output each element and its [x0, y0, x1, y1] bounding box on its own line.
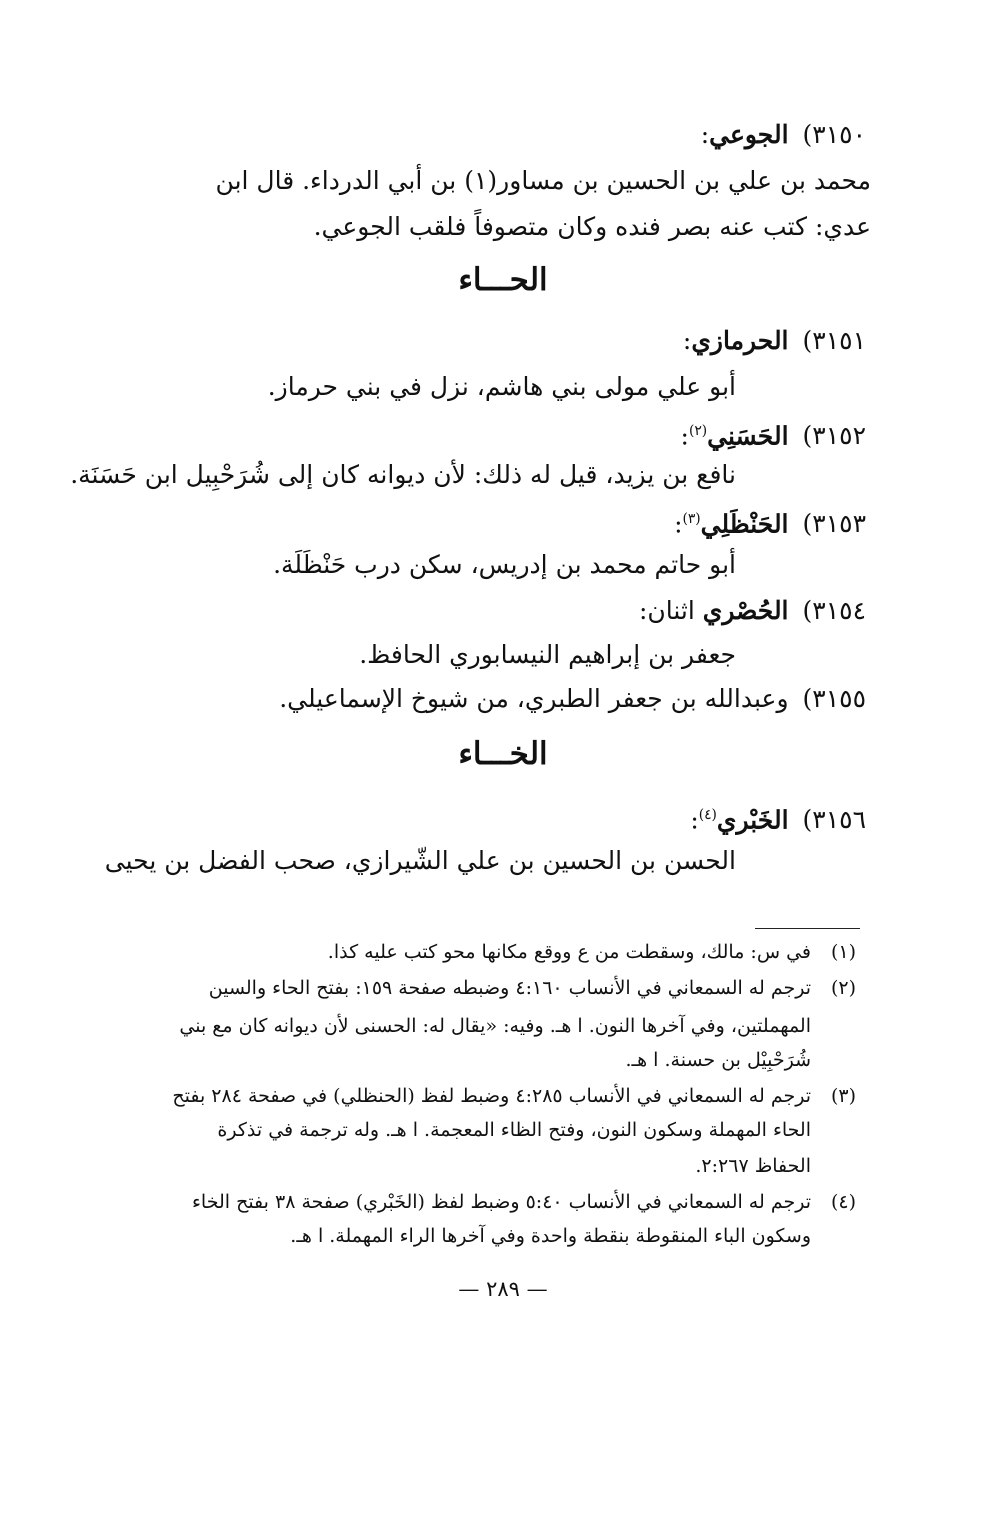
- entry-header-3154: [639, 594, 866, 628]
- footnote-ref: (٣): [682, 511, 701, 527]
- footnote-line: شُرَحْبِيْل بن حسنة. ا هـ.: [625, 1049, 811, 1071]
- entry-term: الخَبْري: [716, 805, 789, 835]
- entry-suffix: :: [680, 421, 689, 451]
- entry-number: ٣١٥٥): [802, 684, 866, 713]
- footnote-number: (٤): [830, 1191, 856, 1213]
- entry-text-line: جعفر بن إبراهيم النيسابوري الحافظ.: [359, 640, 736, 669]
- footnote-line: الحاء المهملة وسكون النون، وفتح الظاء المعجمة. ا هـ. وله ترجمة في تذكرة: [217, 1119, 811, 1141]
- footnote-number: (١): [830, 941, 856, 963]
- entry-suffix: اثنان:: [638, 596, 703, 625]
- entry-number: ٣١٥٢): [802, 421, 866, 451]
- entry-term: الحرمازي: [691, 326, 789, 355]
- entry-number: ٣١٥١): [802, 326, 866, 355]
- entry-number: ٣١٥٣): [802, 509, 866, 539]
- entry-number: ٣١٥٤): [802, 596, 866, 625]
- entry-suffix: :: [682, 326, 692, 355]
- footnote-ref: (٢): [688, 423, 708, 439]
- footnote-ref: (٤): [698, 807, 717, 823]
- entry-suffix: وعبدالله بن جعفر الطبري، من شيوخ الإسماعيلي.: [279, 684, 789, 713]
- entry-text-line: أبو علي مولى بني هاشم، نزل في بني حرماز.: [267, 372, 736, 401]
- entry-header-3153: [674, 502, 866, 541]
- entry-text-line: عدي: كتب عنه بصر فنده وكان متصوفاً فلقب الجوعي.: [313, 212, 871, 241]
- entry-suffix: :: [700, 120, 710, 149]
- footnote-line: وسكون الباء المنقوطة بنقطة واحدة وفي آخرها الراء المهملة. ا هـ.: [290, 1225, 811, 1247]
- footnote-number: (٣): [830, 1085, 856, 1107]
- footnote-line: ترجم له السمعاني في الأنساب ٤:٢٨٥ وضبط لفظ (الحنظلي) في صفحة ٢٨٤ بفتح: [172, 1085, 811, 1107]
- entry-term: الجوعي: [709, 120, 789, 149]
- entry-header-3152: [681, 414, 866, 453]
- entry-text-line: الحسن بن الحسين بن علي الشّيرازي، صحب الفضل بن يحيى: [104, 846, 736, 875]
- entry-text-line: أبو حاتم محمد بن إدريس، سكن درب حَنْظَلَة.: [273, 550, 736, 579]
- entry-suffix: :: [690, 805, 699, 835]
- entry-term: الحَنْظَلِي: [700, 509, 789, 539]
- footnote-line: ترجم له السمعاني في الأنساب ٥:٤٠ وضبط لفظ (الخَبْري) صفحة ٣٨ بفتح الخاء: [191, 1191, 811, 1213]
- entry-number: ٣١٥٦): [802, 805, 866, 835]
- entry-header-3151: [683, 324, 866, 358]
- entry-suffix: :: [674, 509, 683, 539]
- footnote-number: (٢): [830, 977, 856, 999]
- entry-number: ٣١٥٠): [802, 120, 866, 149]
- footnote-line: ترجم له السمعاني في الأنساب ٤:١٦٠ وضبطه صفحة ١٥٩: بفتح الحاء والسين: [208, 977, 811, 999]
- section-heading-ha: الحـــاء: [458, 262, 548, 298]
- entry-header-3155: [279, 682, 866, 716]
- entry-term: الحُصْري: [702, 596, 789, 625]
- entry-text-line: نافع بن يزيد، قيل له ذلك: لأن ديوانه كان إلى شُرَحْبِيل ابن حَسَنَة.: [70, 460, 736, 489]
- footnote-divider: [755, 928, 860, 929]
- entry-term: الحَسَنِي: [707, 421, 789, 451]
- section-heading-kha: الخـــاء: [458, 736, 548, 772]
- page-number: — ٢٨٩ —: [458, 1277, 548, 1301]
- footnote-line: في س: مالك، وسقطت من ع ووقع مكانها محو كتب عليه كذا.: [327, 941, 811, 963]
- entry-header-3150: [701, 118, 866, 152]
- entry-header-3156: [690, 798, 866, 837]
- footnote-line: الحفاظ ٢:٢٦٧.: [695, 1155, 811, 1177]
- footnote-line: المهملتين، وفي آخرها النون. ا هـ. وفيه: «يقال له: الحسنى لأن ديوانه كان مع بني: [179, 1015, 811, 1037]
- entry-text-line: محمد بن علي بن الحسين بن مساور(١) بن أبي الدرداء. قال ابن: [215, 166, 871, 195]
